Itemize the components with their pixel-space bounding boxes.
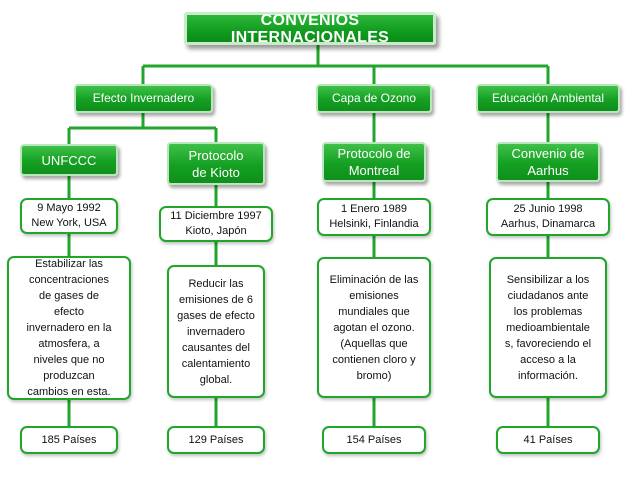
agreement-description: Reducir las emisiones de 6 gases de efecto invernadero causantes del calentamiento global.	[177, 277, 255, 386]
agreement-date-unfccc	[20, 198, 118, 234]
agreement-description-aarhus	[489, 257, 607, 398]
agreement-description: Eliminación de las emisiones mundiales que agotan el ozono. (Aquellas que contienen cloro y bromo)	[329, 273, 419, 382]
agreement-name: Convenio de Aarhus	[511, 146, 585, 178]
agreement-name: Protocolo de Kioto	[188, 147, 244, 180]
category-label: Capa de Ozono	[331, 91, 417, 105]
agreement-countries: 185 Países	[41, 433, 97, 446]
agreement-countries: 129 Países	[188, 433, 244, 446]
agreement-description: Estabilizar las concentraciones de gases de efecto invernadero en la atmosfera, a niveles que no produzcan cambios en esta.	[26, 258, 112, 398]
agreement-date-kioto	[159, 206, 273, 242]
agreement-name: Protocolo de Montreal	[337, 146, 411, 178]
page-title: CONVENIOS INTERNACIONALES	[230, 11, 390, 46]
agreement-protocolo-de-montreal	[322, 142, 426, 182]
agreement-countries-unfccc	[20, 426, 118, 454]
agreement-countries: 154 Países	[346, 433, 402, 446]
agreement-description: Sensibilizar a los ciudadanos ante los problemas medioambientale s, favoreciendo el acceso a la información.	[504, 273, 592, 382]
agreement-date: 9 Mayo 1992 New York, USA	[31, 202, 107, 229]
agreement-countries-montreal	[322, 426, 426, 454]
category-educacion-ambiental	[476, 84, 620, 113]
category-label: Educación Ambiental	[491, 91, 605, 105]
agreement-date-montreal	[317, 198, 431, 236]
category-label: Efecto Invernadero	[92, 91, 195, 105]
agreement-protocolo-de-kioto	[167, 142, 265, 185]
agreement-unfccc	[20, 144, 118, 176]
agreement-date: 25 Junio 1998 Aarhus, Dinamarca	[500, 203, 596, 230]
agreement-convenio-de-aarhus	[496, 142, 600, 182]
agreement-countries: 41 Países	[523, 433, 573, 446]
agreement-name: UNFCCC	[41, 152, 97, 168]
category-capa-de-ozono	[316, 84, 432, 113]
agreement-description-montreal	[317, 257, 431, 398]
title-box	[184, 12, 436, 45]
agreement-description-unfccc	[7, 256, 131, 400]
agreement-description-kioto	[167, 265, 265, 398]
agreement-date: 11 Diciembre 1997 Kioto, Japón	[170, 210, 262, 237]
agreement-countries-kioto	[167, 426, 265, 454]
agreement-countries-aarhus	[496, 426, 600, 454]
agreement-date-aarhus	[486, 198, 610, 236]
agreement-date: 1 Enero 1989 Helsinki, Finlandia	[329, 203, 419, 230]
category-efecto-invernadero	[74, 84, 213, 113]
